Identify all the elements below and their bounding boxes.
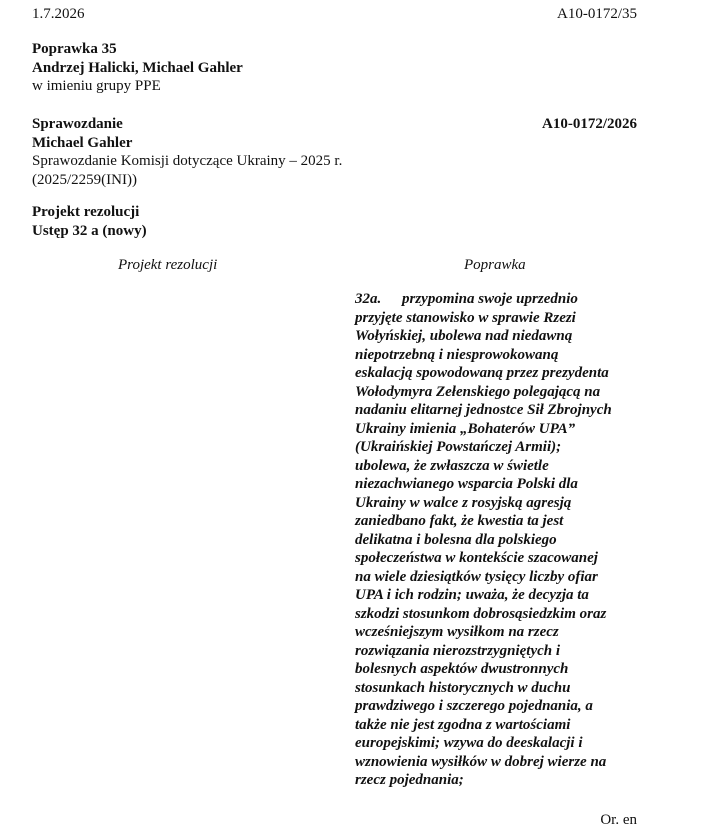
amendment-text-line: stosunkach historycznych w duchu bbox=[355, 679, 571, 696]
amendment-text bbox=[355, 290, 645, 790]
resolution-paragraph: Ustęp 32 a (nowy) bbox=[32, 222, 147, 239]
amendment-text-line: niezachwianego wsparcia Polski dla bbox=[355, 476, 578, 492]
original-language: Or. en bbox=[600, 812, 637, 828]
column-heading-draft: Projekt rezolucji bbox=[118, 257, 218, 273]
amendment-title: Poprawka 35 bbox=[32, 41, 117, 57]
amendment-text-line: europejskimi; wzywa do deeskalacji i bbox=[355, 735, 583, 751]
amendment-text-line: przypomina swoje uprzednio bbox=[402, 291, 578, 307]
amendment-text-line: UPA i ich rodzin; uważa, że decyzja ta bbox=[355, 587, 589, 603]
document-date: 1.7.2026 bbox=[32, 6, 85, 22]
report-rapporteur: Michael Gahler bbox=[32, 134, 133, 151]
amendment-text-line: nadaniu elitarnej jednostce Sił Zbrojnych bbox=[355, 402, 612, 418]
report-label: Sprawozdanie bbox=[32, 116, 123, 132]
amendment-text-line: na wiele dziesiątków tysięcy liczby ofiar bbox=[355, 568, 598, 585]
report-procedure: (2025/2259(INI)) bbox=[32, 171, 137, 188]
amendment-text-line: Ukrainy imienia „Bohaterów UPA” bbox=[355, 420, 576, 437]
amendment-text-line: rozwiązania nierozstrzygniętych i bbox=[355, 642, 561, 659]
amendment-authors: Andrzej Halicki, Michael Gahler bbox=[32, 59, 243, 76]
paragraph-number: 32a. bbox=[355, 291, 382, 307]
amendment-text-line: prawdziwego i szczerego pojednania, a bbox=[355, 698, 593, 714]
resolution-block bbox=[32, 203, 147, 240]
amendment-text-line: (Ukraińskiej Powstańczej Armii); bbox=[355, 439, 562, 455]
document-reference: A10-0172/35 bbox=[557, 6, 637, 22]
amendment-text-line: zaniedbano fakt, że kwestia ta jest bbox=[355, 513, 564, 529]
resolution-label: Projekt rezolucji bbox=[32, 204, 140, 220]
amendment-text-line: eskalacją spowodowaną przez prezydenta bbox=[355, 365, 609, 381]
amendment-text-line: wznowienia wysiłków w dobrej wierze na bbox=[355, 753, 607, 770]
amendment-text-line: delikatna i bolesna dla polskiego bbox=[355, 531, 557, 548]
amendment-text-line: bolesnych aspektów dwustronnych bbox=[355, 661, 569, 677]
amendment-text-line: wcześniejszym wysiłkom na rzecz bbox=[355, 624, 559, 640]
amendment-text-line: społeczeństwa w kontekście szacowanej bbox=[355, 550, 598, 566]
column-heading-amendment: Poprawka bbox=[464, 257, 526, 273]
amendment-text-line: Ukrainy w walce z rosyjską agresją bbox=[355, 494, 572, 511]
amendment-text-line: przyjęte stanowisko w sprawie Rzezi bbox=[355, 309, 576, 326]
amendment-text-line: rzecz pojednania; bbox=[355, 772, 464, 788]
report-reference: A10-0172/2026 bbox=[542, 116, 637, 132]
amendment-text-line: ubolewa, że zwłaszcza w świetle bbox=[355, 457, 549, 474]
amendment-text-line: niepotrzebną i niesprowokowaną bbox=[355, 346, 559, 363]
amendment-group: w imieniu grupy PPE bbox=[32, 78, 161, 94]
amendment-text-line: szkodzi stosunkom dobrosąsiedzkim oraz bbox=[355, 605, 607, 622]
report-block bbox=[32, 115, 342, 189]
amendment-block bbox=[32, 40, 243, 96]
amendment-text-line: Wołyńskiej, ubolewa nad niedawną bbox=[355, 328, 573, 344]
amendment-text-first-line bbox=[355, 290, 645, 309]
report-title: Sprawozdanie Komisji dotyczące Ukrainy – 2025 r. bbox=[32, 153, 343, 169]
amendment-text-line: Wołodymyra Zełenskiego polegającą na bbox=[355, 383, 601, 400]
amendment-text-line: także nie jest zgodna z wartościami bbox=[355, 716, 571, 733]
